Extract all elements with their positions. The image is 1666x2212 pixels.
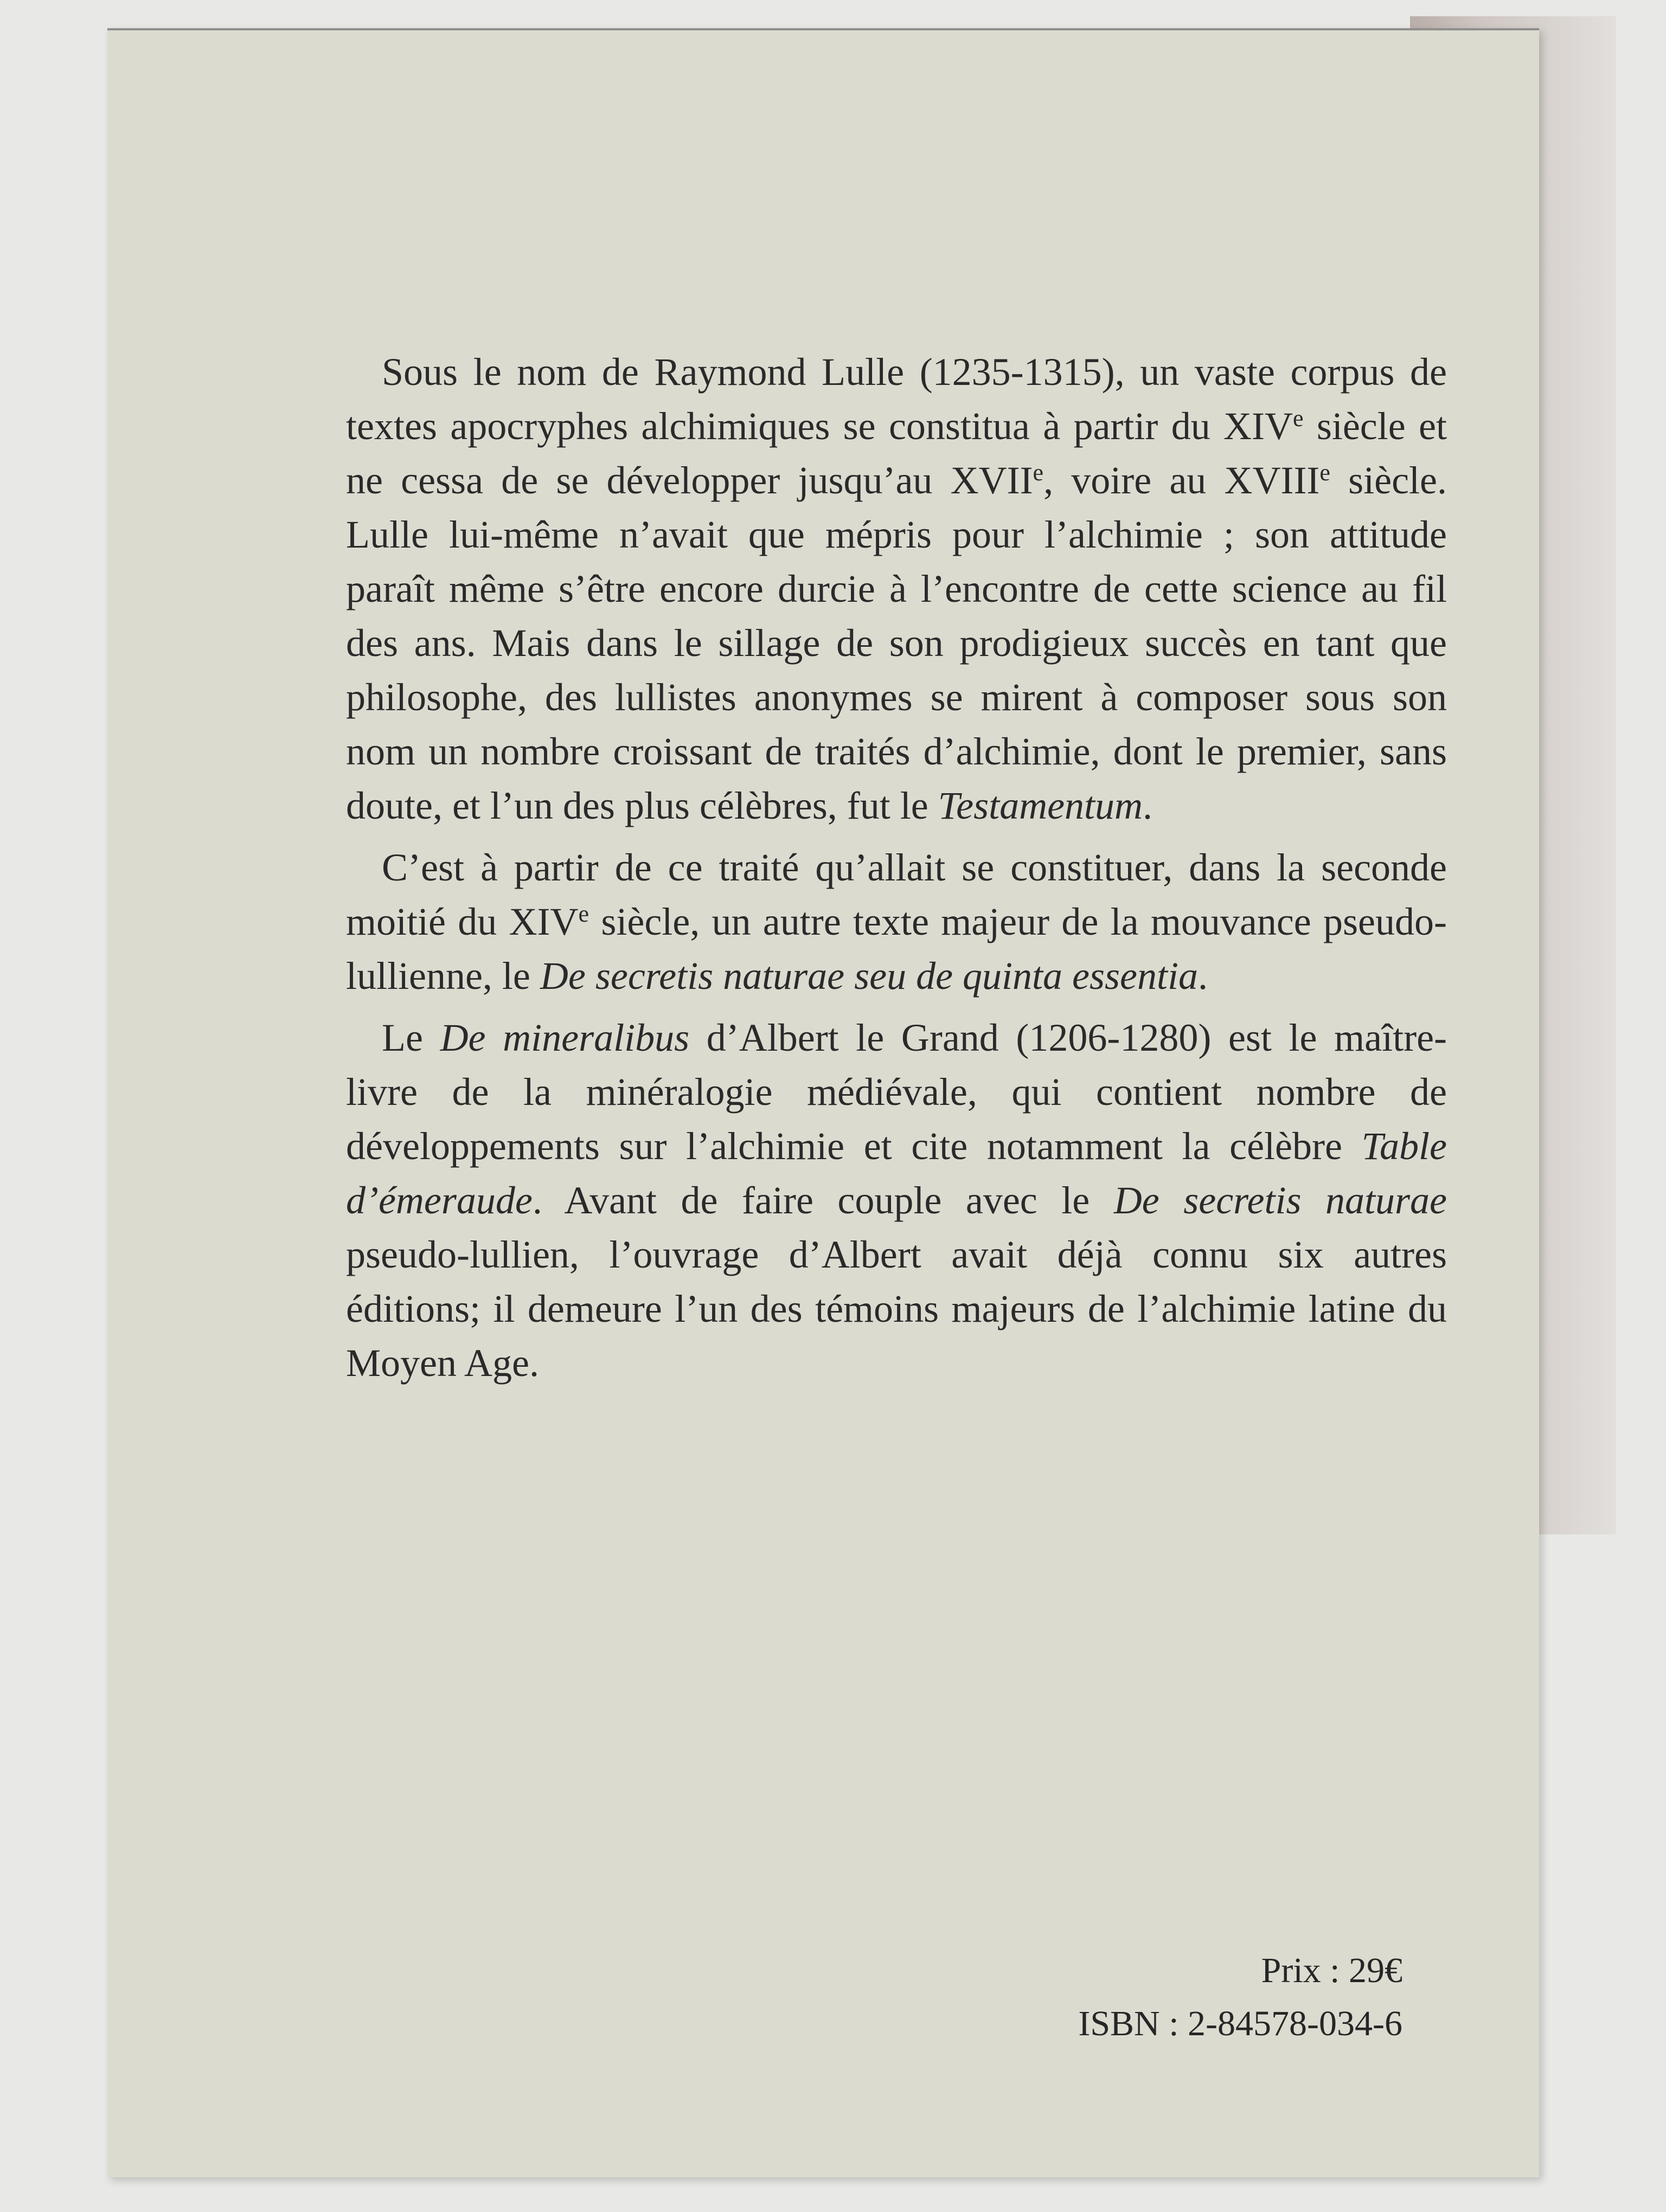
paragraph-3 (346, 1011, 1447, 1390)
p1-century-2: XVII (950, 459, 1033, 502)
p2-sup-1: e (578, 901, 589, 927)
p2-text-2: siècle, un autre texte majeur de la mouvance pseudo-lullienne, le (346, 900, 1447, 998)
p2-text-3: . (1198, 954, 1208, 998)
p1-sup-3: e (1319, 459, 1330, 486)
p1-sup-1: e (1292, 405, 1304, 432)
price-isbn-block (1078, 1944, 1402, 2050)
p3-text-2: d’Albert le Grand (1206-1280) est le maître-livre de la minéralogie médiévale, qui contient nombre de développements sur l’alchimie et cite notamment la célèbre (346, 1016, 1447, 1168)
p1-text-1: Sous le nom de Raymond Lulle (1235-1315), un vaste corpus de textes apocryphes alchimiques se constitua à partir du (346, 350, 1447, 448)
p1-sup-2: e (1033, 459, 1044, 486)
p1-title-testamentum: Testamentum (938, 784, 1143, 827)
paragraph-2 (346, 840, 1447, 1003)
p3-title-de-secretis: De secretis naturae (1113, 1179, 1447, 1222)
p1-century-3: XVIII (1224, 459, 1320, 502)
book-back-cover (107, 28, 1539, 2177)
p3-text-1: Le (382, 1016, 440, 1059)
p3-title-table-emeraude: Table d’émeraude (346, 1124, 1447, 1222)
p1-text-4: siècle. Lulle lui-même n’avait que mépris pour l’alchimie ; son attitude paraît même s’être encore durcie à l’encontre de cette science au fil des ans. Mais dans le sillage de son prodigieux succès en tant que philosophe, des lullistes anonymes se mirent à composer sous son nom un nombre croissant de traités d’alchimie, dont le premier, sans doute, et l’un des plus célèbres, fut le (346, 459, 1447, 827)
p2-century-1: XIV (509, 900, 579, 943)
isbn-label: ISBN : 2-84578-034-6 (1078, 2004, 1402, 2043)
price-label: Prix : 29€ (1261, 1951, 1402, 1990)
p3-text-4: pseudo-lullien, l’ouvrage d’Albert avait déjà connu six autres éditions; il demeure l’un des témoins majeurs de l’alchimie latine du Moyen Age. (346, 1233, 1447, 1385)
blurb-text (346, 345, 1447, 1390)
p3-title-de-mineralibus: De mineralibus (440, 1016, 690, 1059)
p2-text-1: C’est à partir de ce traité qu’allait se constituer, dans la seconde moitié du (346, 846, 1447, 943)
p2-title-de-secretis: De secretis naturae seu de quinta essentia (540, 954, 1198, 998)
paragraph-1 (346, 345, 1447, 833)
p1-text-3: , voire au (1043, 459, 1225, 502)
p1-text-2: siècle et ne cessa de se développer jusqu’au (346, 404, 1447, 502)
p1-text-5: . (1143, 784, 1153, 827)
p3-text-3: . Avant de faire couple avec le (532, 1179, 1114, 1222)
p1-century-1: XIV (1223, 404, 1293, 448)
